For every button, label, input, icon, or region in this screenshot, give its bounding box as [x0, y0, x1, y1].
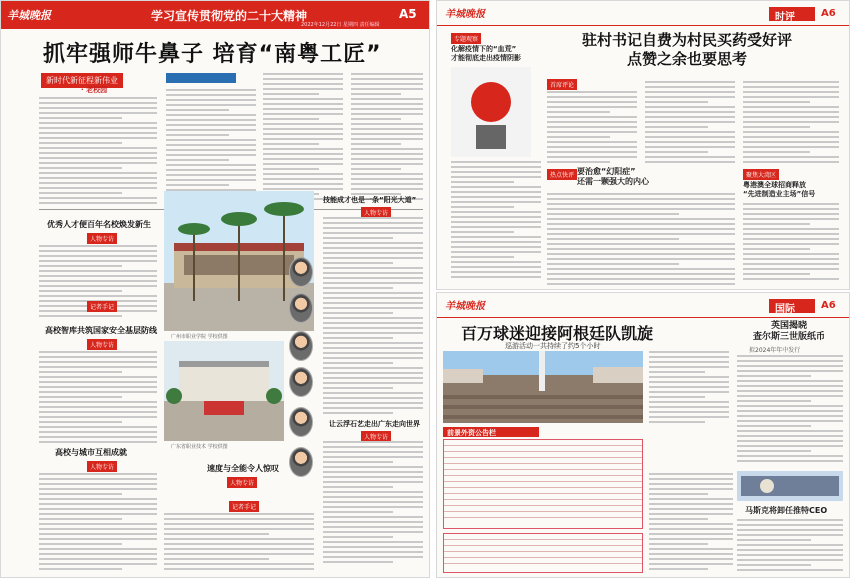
left-notes-tag-2: 记者手记	[229, 501, 259, 512]
photo-caption-2: 广东省职业技术 学校供图	[171, 444, 228, 450]
right-bottom-rule	[437, 317, 850, 318]
right-bottom-musk-title: 马斯克将卸任推特CEO	[745, 506, 828, 515]
right-bottom-side-text	[737, 355, 843, 465]
left-dateline: 2022年12月22日 星期四 责任编辑	[301, 22, 380, 28]
right-top-hot-text	[547, 193, 735, 288]
left-subhead-1: 优秀人才便百年名校焕发新生	[47, 220, 151, 229]
left-text-col-3	[263, 73, 343, 203]
left-text-col-1	[39, 97, 157, 207]
right-bottom-table-title: 前景外资公告栏	[447, 429, 496, 437]
right-top-hot-tag: 热点快评	[547, 169, 577, 180]
left-text-block-b	[39, 351, 157, 446]
right-top-headline: 驻村书记自费为村民买药受好评 点赞之余也要思考	[581, 31, 792, 68]
left-subhead-4: 技能成才也是一条“阳光大道”	[323, 196, 417, 204]
left-blue-tag	[166, 73, 236, 83]
left-text-col-4	[351, 73, 423, 203]
right-bottom-side-title: 英国揭晓 查尔斯三世版纸币	[752, 321, 825, 342]
left-subhead-3: 高校与城市互相成就	[55, 448, 127, 457]
right-top-author-tag: 首席评论	[547, 79, 577, 90]
right-top-bay-text	[743, 203, 839, 283]
photo-caption-1: 广州市职业学院 学校供图	[171, 334, 228, 340]
left-text-col-2	[166, 89, 256, 204]
portrait-6	[289, 447, 313, 477]
right-bottom-headline: 百万球迷迎接阿根廷队凯旋	[461, 324, 654, 343]
right-bottom-subheadline: 巡游活动一共持续了约5个小时	[505, 342, 601, 350]
right-bottom-text-col-1	[649, 351, 729, 426]
left-text-block-c	[39, 473, 157, 573]
right-top-masthead: 羊城晚报	[445, 9, 485, 20]
left-subhead-2: 高校智库共筑国家安全基层防线	[45, 326, 157, 335]
right-bottom-masthead: 羊城晚报	[445, 301, 485, 312]
crowd-photo	[443, 351, 643, 423]
right-top-bay-tag: 聚焦大湾区	[743, 169, 779, 180]
right-bottom-newspaper-page	[436, 292, 850, 578]
left-text-block-d	[323, 217, 423, 417]
left-masthead: 羊城晚报	[7, 9, 51, 22]
campus-photo-2	[164, 341, 284, 441]
left-column-tag: 新时代新征程新伟业	[41, 73, 123, 88]
portrait-5	[289, 407, 313, 437]
right-top-sidebar-tag: 专题观察	[451, 33, 481, 44]
right-top-text-col-2	[645, 81, 735, 166]
portrait-4	[289, 367, 313, 397]
right-top-text-col-3	[743, 81, 839, 166]
left-section-banner: 学习宣传贯彻党的二十大精神	[151, 9, 308, 23]
right-bottom-side-sub: 拟2024年年中发行	[749, 347, 801, 354]
portrait-1	[289, 257, 313, 287]
portrait-2	[289, 293, 313, 323]
left-person-tag-1: 人物专访	[87, 233, 117, 244]
right-bottom-notice-text	[649, 473, 733, 573]
left-column-sub: · 老校园	[81, 86, 108, 94]
left-text-block-f	[164, 513, 314, 573]
right-top-newspaper-page	[436, 0, 850, 290]
right-bottom-musk-text	[737, 519, 843, 574]
left-subhead-6: 速度与全能令人惊叹	[207, 464, 279, 473]
left-person-tag-3: 人物专访	[87, 461, 117, 472]
fund-table	[443, 533, 643, 573]
right-top-bay-title: 粤港澳全球招商释放 “先进制造业主场”信号	[743, 181, 816, 198]
right-top-rule	[437, 25, 850, 26]
right-top-sidebar-title: 化解疫情下的“血荒” 才能彻底走出疫情阴影	[451, 45, 521, 62]
right-top-text-col-1	[547, 91, 637, 166]
right-top-page-code: A6	[821, 8, 836, 19]
left-page-code: A5	[399, 7, 417, 21]
left-subhead-5: 让云浮石艺走出广东走向世界	[329, 420, 420, 428]
left-person-tag-6: 人物专访	[227, 477, 257, 488]
left-notes-tag-1: 记者手记	[87, 301, 117, 312]
right-top-sidebar-text	[451, 161, 541, 281]
sidebar-illustration	[451, 67, 531, 157]
left-person-tag-4: 人物专访	[361, 207, 391, 218]
right-top-section: 时评	[775, 12, 795, 23]
left-person-tag-5: 人物专访	[361, 431, 391, 442]
exchange-table	[443, 439, 643, 529]
left-text-block-e	[323, 441, 423, 566]
portrait-3	[289, 331, 313, 361]
right-bottom-page-code: A6	[821, 300, 836, 311]
left-headline: 抓牢强师牛鼻子 培育“南粤工匠”	[43, 42, 382, 67]
right-bottom-section: 国际	[775, 304, 795, 315]
right-top-hot-title: 要治愈“幻阳症” 还需一颗强大的内心	[577, 167, 649, 186]
left-person-tag-2: 人物专访	[87, 339, 117, 350]
banknote-photo	[737, 471, 843, 501]
